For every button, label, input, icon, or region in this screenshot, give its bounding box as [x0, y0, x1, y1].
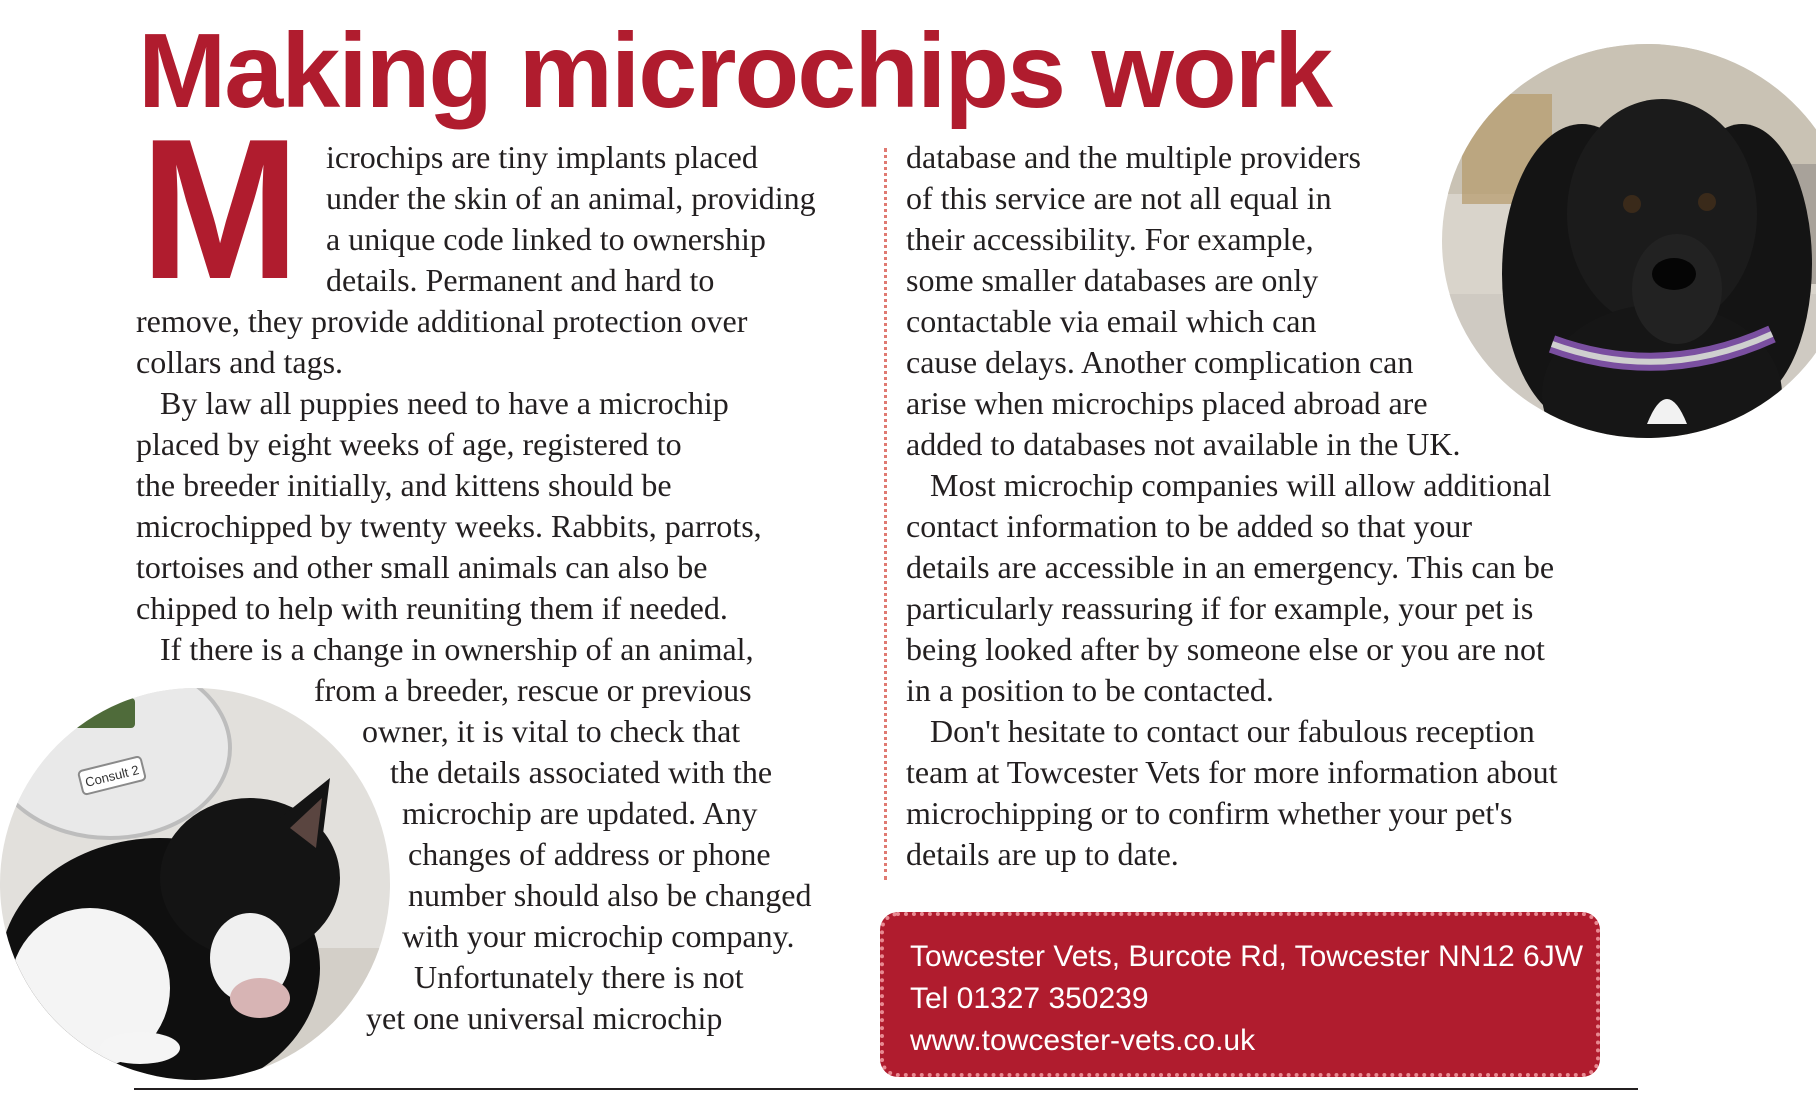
text-line: microchip are updated. Any — [402, 795, 758, 831]
text-line: of this service are not all equal in — [906, 180, 1332, 216]
headline: Making microchips work — [138, 12, 1331, 130]
text-line: remove, they provide additional protection over — [136, 303, 748, 339]
contact-address: Towcester Vets, Burcote Rd, Towcester NN12 6JW — [910, 940, 1584, 973]
text-line: added to databases not available in the UK. — [906, 426, 1461, 462]
column-divider — [884, 148, 887, 880]
kitten-illustration — [0, 688, 390, 1080]
text-line: the details associated with the — [390, 754, 773, 790]
text-line: changes of address or phone — [408, 836, 771, 872]
text-line: some smaller databases are only — [906, 262, 1319, 298]
text-line: under the skin of an animal, providing — [326, 180, 816, 216]
text-line: tortoises and other small animals can also be — [136, 549, 708, 585]
bottom-rule — [134, 1088, 1638, 1090]
text-line: a unique code linked to ownership — [326, 221, 766, 257]
text-line: Most microchip companies will allow additional — [930, 467, 1552, 503]
text-line: particularly reassuring if for example, your pet is — [906, 590, 1534, 626]
text-line: their accessibility. For example, — [906, 221, 1314, 257]
text-line: By law all puppies need to have a microchip — [160, 385, 729, 421]
text-line: database and the multiple providers — [906, 139, 1361, 175]
text-line: yet one universal microchip — [366, 1000, 723, 1036]
text-line: details are up to date. — [906, 836, 1179, 872]
text-line: in a position to be contacted. — [906, 672, 1274, 708]
contact-website[interactable]: www.towcester-vets.co.uk — [910, 1024, 1256, 1057]
text-line: icrochips are tiny implants placed — [326, 139, 758, 175]
text-line: contactable via email which can — [906, 303, 1317, 339]
text-line: contact information to be added so that your — [906, 508, 1473, 544]
text-line: placed by eight weeks of age, registered to — [136, 426, 682, 462]
text-line: the breeder initially, and kittens should be — [136, 467, 672, 503]
spaniel-photo — [1442, 44, 1816, 438]
text-line: microchipped by twenty weeks. Rabbits, parrots, — [136, 508, 762, 544]
text-line: number should also be changed — [408, 877, 812, 913]
text-line: Unfortunately there is not — [414, 959, 744, 995]
text-line: details. Permanent and hard to — [326, 262, 715, 298]
text-line: arise when microchips placed abroad are — [906, 385, 1428, 421]
kitten-scan-photo — [0, 688, 390, 1080]
text-line: being looked after by someone else or you are not — [906, 631, 1545, 667]
text-line: with your microchip company. — [402, 918, 795, 954]
text-line: owner, it is vital to check that — [362, 713, 741, 749]
text-line: microchipping or to confirm whether your pet's — [906, 795, 1513, 831]
scanner-label: Consult 2 — [83, 762, 141, 790]
text-line: from a breeder, rescue or previous — [314, 672, 752, 708]
contact-phone: Tel 01327 350239 — [910, 982, 1149, 1015]
text-line: collars and tags. — [136, 344, 344, 380]
text-line: If there is a change in ownership of an animal, — [160, 631, 754, 667]
drop-cap: M — [140, 98, 297, 321]
text-line: details are accessible in an emergency. This can be — [906, 549, 1555, 585]
contact-box — [880, 912, 1600, 1077]
text-line: chipped to help with reuniting them if needed. — [136, 590, 728, 626]
text-line: team at Towcester Vets for more information about — [906, 754, 1558, 790]
text-line: cause delays. Another complication can — [906, 344, 1414, 380]
spaniel-illustration — [1442, 44, 1816, 438]
text-line: Don't hesitate to contact our fabulous reception — [930, 713, 1535, 749]
